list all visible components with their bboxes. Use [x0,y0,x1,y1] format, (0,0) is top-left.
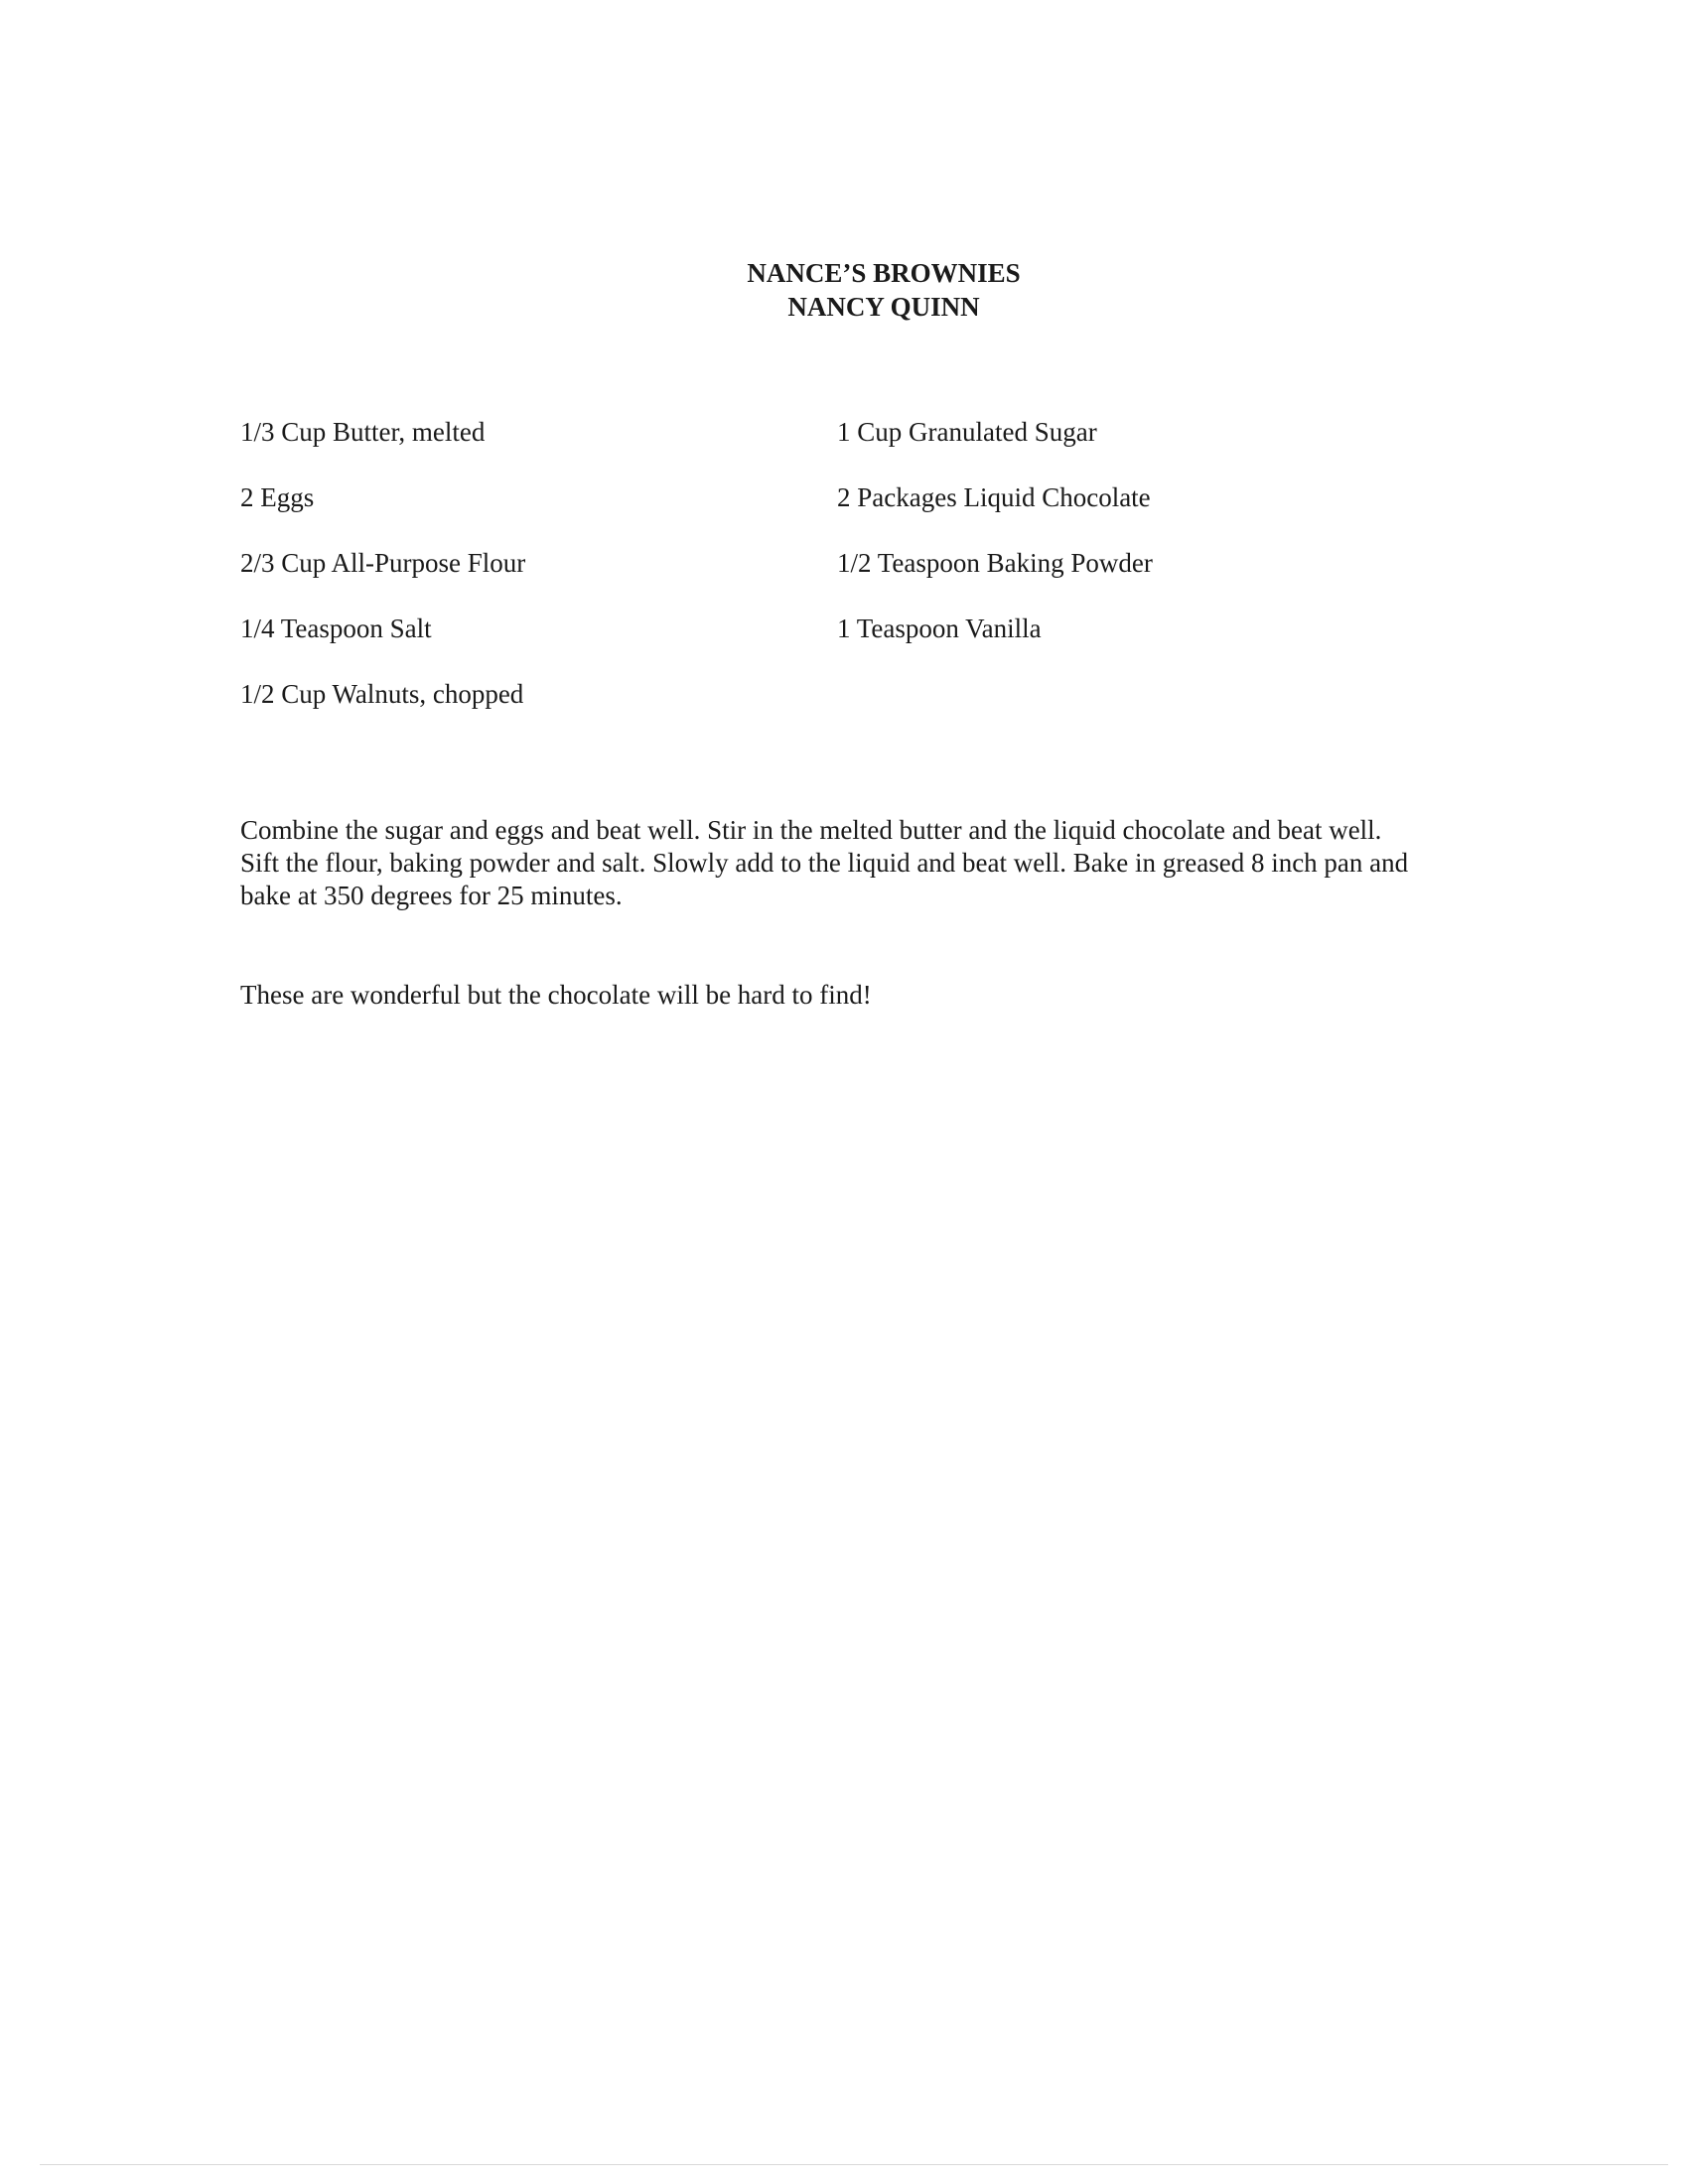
ingredient-row [240,415,1432,480]
ingredient-item: 2/3 Cup All-Purpose Flour [240,548,526,578]
ingredient-item: 2 Packages Liquid Chocolate [837,482,1151,512]
ingredient-item: 1 Teaspoon Vanilla [837,614,1042,643]
ingredient-row [240,677,1432,743]
ingredients-list [240,415,1432,743]
ingredient-item: 1/2 Cup Walnuts, chopped [240,679,524,709]
ingredient-row [240,612,1432,677]
ingredient-row [240,480,1432,546]
page-bottom-edge [40,2164,1668,2165]
ingredient-item: 2 Eggs [240,482,315,512]
ingredient-row [240,546,1432,612]
ingredient-item: 1/3 Cup Butter, melted [240,417,486,447]
ingredient-item: 1 Cup Granulated Sugar [837,417,1097,447]
ingredient-item: 1/2 Teaspoon Baking Powder [837,548,1153,578]
recipe-instructions: Combine the sugar and eggs and beat well. Stir in the melted butter and the liquid chocolate and beat well. Sift the flour, baking powder and salt. Slowly add to the liquid and beat well. Bake in greased 8 inch pan and bake at 350 degrees for 25 minutes. [240,815,1409,910]
ingredient-item: 1/4 Teaspoon Salt [240,614,432,643]
recipe-header [0,256,1688,324]
recipe-title: NANCE’S BROWNIES [747,258,1021,288]
recipe-author: NANCY QUINN [787,292,980,322]
recipe-note: These are wonderful but the chocolate will be hard to find! [240,980,872,1010]
